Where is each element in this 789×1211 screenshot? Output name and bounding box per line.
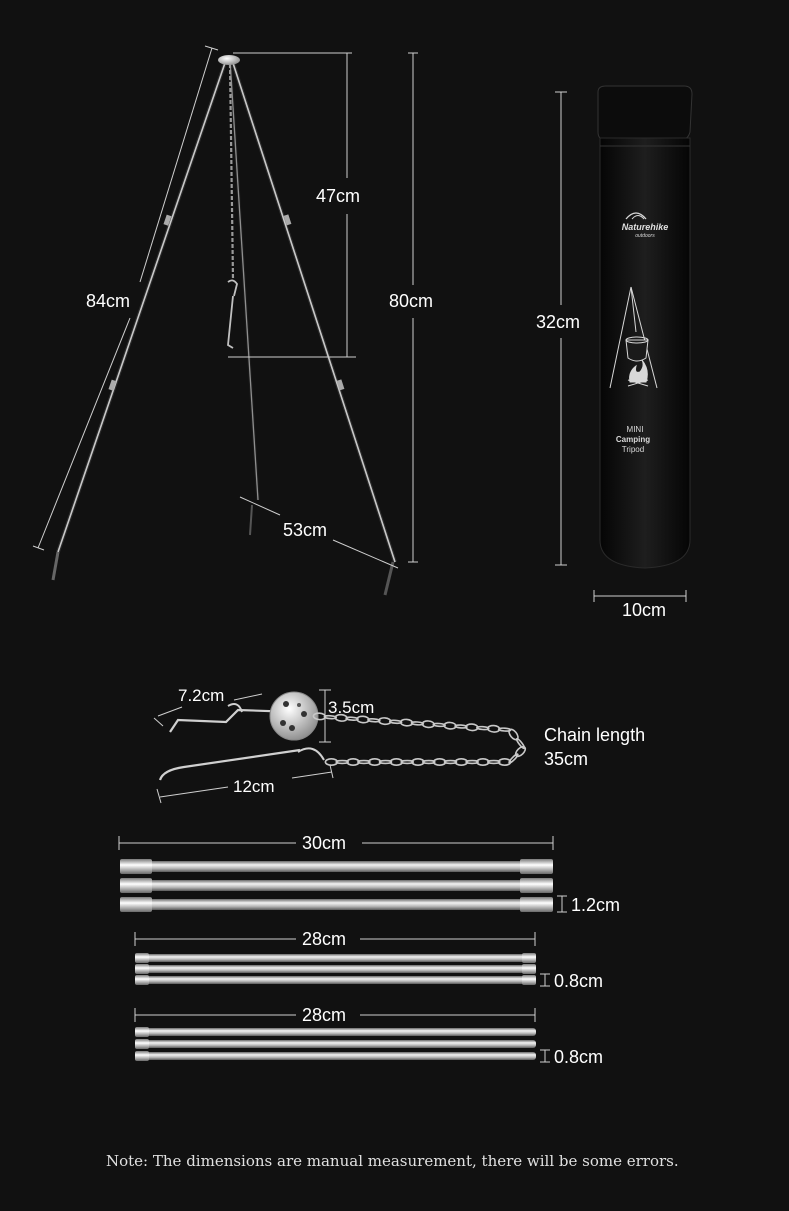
tripod-leg-right [232, 60, 395, 595]
tripod-leg-length-label: 84cm [86, 291, 131, 311]
rod-group-30cm [120, 859, 553, 912]
small-hook-length-label: 7.2cm [178, 686, 225, 705]
rod-group-3-length-label: 28cm [302, 1005, 347, 1025]
rod-group-1-length-label: 30cm [302, 833, 347, 853]
measurement-note: Note: The dimensions are manual measurement, there will be some errors. [106, 1152, 679, 1170]
chain-length-title: Chain length [544, 725, 646, 745]
hook-and-chain [160, 692, 324, 780]
bag-brand-label: Naturehike [621, 222, 669, 232]
tripod-base-label: 53cm [283, 520, 328, 540]
rod-group-28cm-a [135, 953, 536, 985]
rod-group-1-diameter-label: 1.2cm [571, 895, 621, 915]
tripod-chain-height-label: 47cm [316, 186, 361, 206]
hanging-plate [270, 692, 318, 740]
tripod-leg-left [53, 60, 226, 580]
bag-width-label: 10cm [622, 600, 667, 620]
storage-bag [598, 86, 692, 568]
tripod-hook [228, 280, 237, 348]
rod-group-28cm-b [135, 1027, 536, 1061]
tripod-height-label: 80cm [389, 291, 434, 311]
plate-diameter-label: 3.5cm [328, 698, 375, 717]
chain [313, 713, 527, 765]
bag-line-camping: Camping [615, 435, 651, 444]
chain-length-value: 35cm [544, 749, 589, 769]
rod-group-2-diameter-label: 0.8cm [554, 971, 604, 991]
bag-height-label: 32cm [536, 312, 581, 332]
bag-line-mini: MINI [626, 425, 644, 434]
large-hook-length-label: 12cm [233, 777, 275, 796]
bag-brand-sub-label: outdoors [635, 233, 655, 239]
large-hook [160, 750, 300, 780]
rod-group-3-diameter-label: 0.8cm [554, 1047, 604, 1067]
bag-line-tripod: Tripod [621, 445, 645, 454]
tripod-top-plate [218, 55, 240, 65]
chain-link [514, 745, 527, 758]
rod-group-2-length-label: 28cm [302, 929, 347, 949]
tripod [53, 55, 395, 595]
